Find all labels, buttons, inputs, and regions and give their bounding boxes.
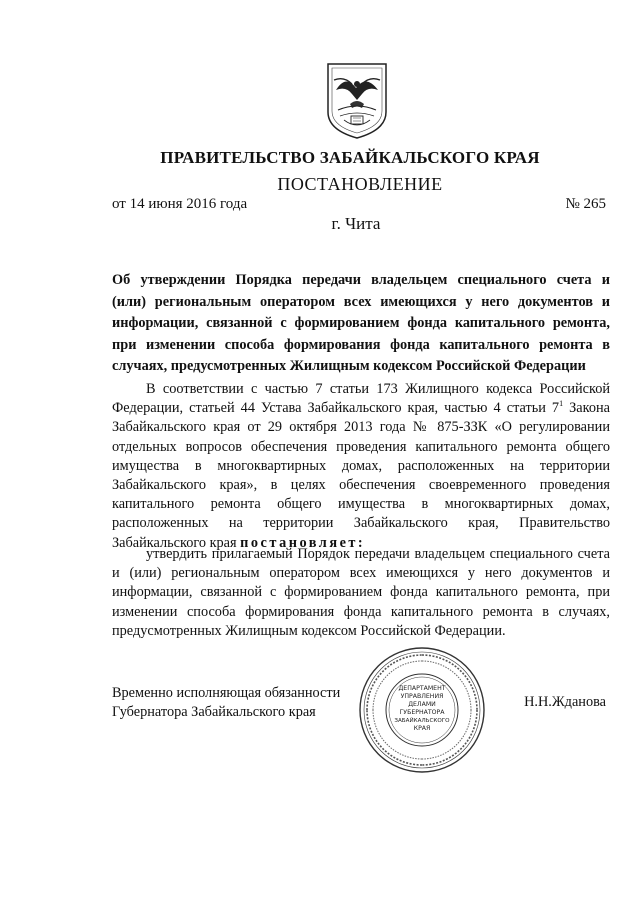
stamp-text-line: ГУБЕРНАТОРА: [399, 709, 445, 716]
document-heading: [112, 270, 610, 378]
document-city: г. Чита: [331, 214, 381, 233]
stamp-text-line: ДЕПАРТАМЕНТ: [398, 685, 446, 692]
document-date: от 14 июня 2016 года: [112, 196, 248, 212]
heading-line: информации, связанной с формированием фонда капитального ремонта,: [112, 315, 610, 331]
resolves-keyword: постановляет:: [240, 534, 366, 551]
stamp-text-line: УПРАВЛЕНИЯ: [400, 693, 444, 700]
article-superscript: 1: [559, 399, 564, 409]
stamp-text-line: КРАЯ: [413, 725, 431, 732]
heading-line: случаях, предусмотренных Жилищным кодексом Российской Федерации: [112, 358, 586, 374]
preamble-text-b: Закона Забайкальского края от 29 октября 2013 года № 875-ЗЗК «О регулировании отдельных вопросов обеспечения проведения капитального ремонта общего имущества в многоквартирных домах, расположенных на территории Забайкальского края», в целях обеспечения своевременного проведения капитального ремонта общего имущества в многоквартирных домах, расположенных на территории Забайкальского края, Правительство Забайкальского края: [112, 400, 610, 551]
document-type: ПОСТАНОВЛЕНИЕ: [277, 174, 443, 194]
heading-line: Об утверждении Порядка передачи владельцем специального счета и: [112, 272, 610, 288]
resolution-paragraph: утвердить прилагаемый Порядок передачи владельцем специального счета и (или) региональным оператором всех имеющихся у него документов и информации, связанной с формированием фонда капитального ремонта, при изменении способа формирования фонда капитального ремонта в случаях, предусмотренных Жилищным кодексом Российской Федерации.: [112, 546, 610, 639]
stamp-text-line: ЗАБАЙКАЛЬСКОГО: [394, 718, 450, 724]
signatory-name: Н.Н.Жданова: [524, 694, 606, 710]
heading-line: при изменении способа формирования фонда капитального ремонта в: [112, 336, 610, 353]
position-line: Губернатора Забайкальского края: [112, 704, 316, 720]
stamp-text-line: ДЕЛАМИ: [408, 701, 436, 708]
preamble-text-a: В соответствии с частью 7 статьи 173 Жилищного кодекса Российской Федерации, статьей 44 Устава Забайкальского края, частью 4 статьи 7: [112, 381, 610, 417]
zabaikalsky-coat-of-arms-icon: [322, 60, 392, 140]
document-number: № 265: [565, 196, 606, 212]
government-title: ПРАВИТЕЛЬСТВО ЗАБАЙКАЛЬСКОГО КРАЯ: [160, 148, 540, 167]
signatory-position: [112, 684, 340, 722]
position-line: Временно исполняющая обязанности: [112, 685, 341, 701]
heading-line: (или) региональным оператором всех имеющихся у него документов и: [112, 293, 610, 310]
official-round-stamp-icon: [357, 645, 487, 775]
preamble-paragraph: [112, 380, 610, 553]
